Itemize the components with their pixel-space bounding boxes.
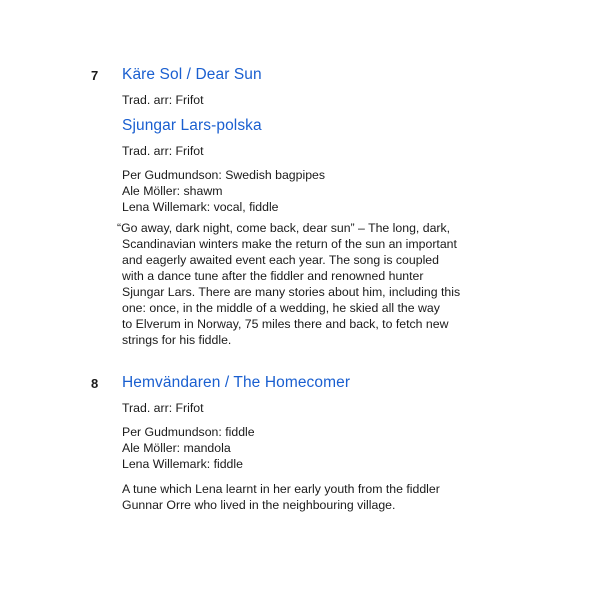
description-line: Sjungar Lars. There are many stories about him, including this — [122, 285, 461, 299]
credit-line: Lena Willemark: vocal, fiddle — [122, 200, 279, 214]
credit-line: Per Gudmundson: fiddle — [122, 425, 255, 439]
subtitle-arrangement: Trad. arr: Frifot — [122, 144, 204, 158]
track-arrangement: Trad. arr: Frifot — [122, 93, 204, 107]
track-arrangement: Trad. arr: Frifot — [122, 401, 204, 415]
description-line: Gunnar Orre who lived in the neighbouring village. — [122, 498, 396, 512]
track-number: 7 — [91, 68, 99, 83]
credit-line: Lena Willemark: fiddle — [122, 457, 243, 471]
track-number: 8 — [91, 376, 99, 391]
track-description — [122, 481, 440, 513]
description-line: to Elverum in Norway, 75 miles there and back, to fetch new — [122, 317, 449, 331]
description-line: A tune which Lena learnt in her early youth from the fiddler — [122, 482, 440, 496]
description-line: strings for his fiddle. — [122, 333, 232, 347]
description-line: with a dance tune after the fiddler and renowned hunter — [122, 269, 424, 283]
description-line: “Go away, dark night, come back, dear sun” – The long, dark, — [117, 221, 451, 235]
description-line: Scandinavian winters make the return of the sun an important — [122, 237, 457, 251]
credit-line: Ale Möller: shawm — [122, 184, 223, 198]
credit-line: Ale Möller: mandola — [122, 441, 231, 455]
credit-line: Per Gudmundson: Swedish bagpipes — [122, 168, 326, 182]
track-title: Hemvändaren / The Homecomer — [122, 374, 351, 391]
track-credits — [122, 167, 325, 215]
description-line: one: once, in the middle of a wedding, he skied all the way — [122, 301, 440, 315]
track-title: Käre Sol / Dear Sun — [122, 66, 262, 83]
track-description — [117, 220, 460, 348]
description-line: and eagerly awaited event each year. The song is coupled — [122, 253, 439, 267]
track-credits — [122, 424, 255, 472]
track-subtitle: Sjungar Lars-polska — [122, 117, 262, 134]
